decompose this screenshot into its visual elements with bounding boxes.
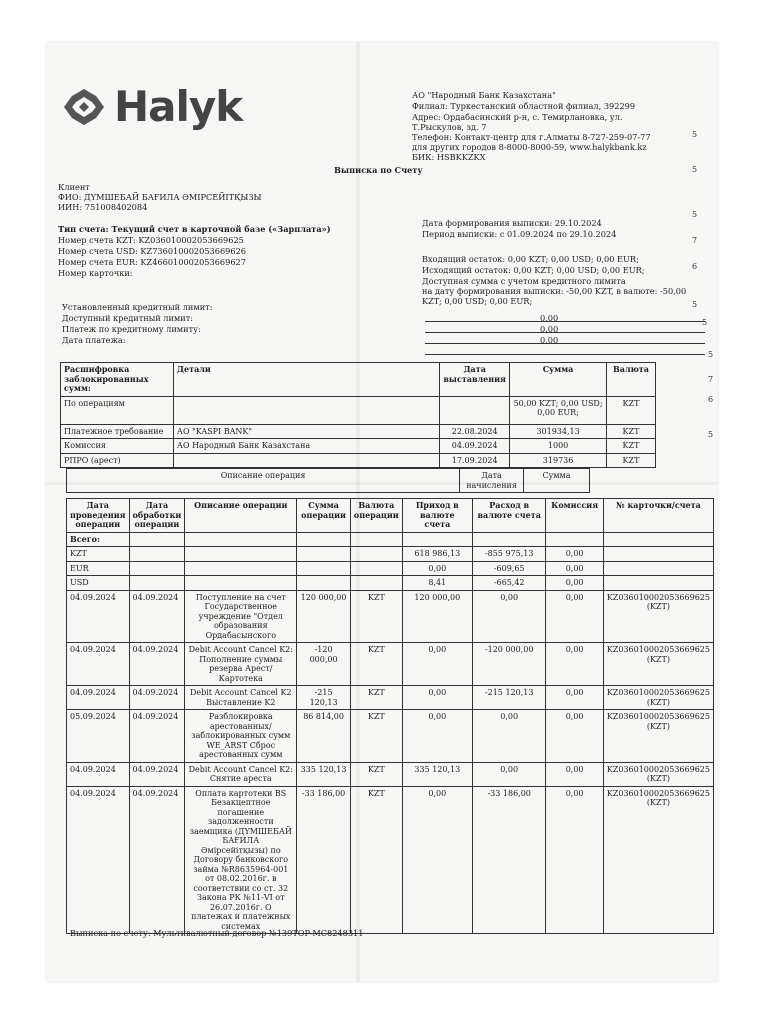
operation-row xyxy=(67,686,714,710)
card-number-label: Номер карточки: xyxy=(58,268,133,278)
table-cell: 0,00 xyxy=(402,561,472,576)
bank-bik: БИК: HSBKKZKX xyxy=(412,152,486,162)
column-header: Комиссия xyxy=(546,499,603,533)
logo-wordmark: Halyk xyxy=(114,82,243,131)
table-cell: KZ036010002053669625 (KZT) xyxy=(603,710,713,763)
column-header: Дата обработки операции xyxy=(129,499,185,533)
account-eur: Номер счета EUR: KZ466010002053669627 xyxy=(58,257,246,267)
rule xyxy=(425,343,705,344)
table-cell: KZ036010002053669625 (KZT) xyxy=(603,643,713,686)
table-cell: По операциям xyxy=(61,396,174,424)
document-title: Выписка по Счету xyxy=(334,165,423,175)
table-cell: 0,00 xyxy=(546,547,603,562)
bank-phone: Телефон: Контакт-центр для г.Алматы 8-727-259-07-77 xyxy=(412,132,651,142)
table-cell: 0,00 xyxy=(546,643,603,686)
account-kzt: Номер счета KZT: KZ036010002053669625 xyxy=(58,235,244,245)
table-cell: KZ036010002053669625 (KZT) xyxy=(603,786,713,934)
table-cell: 0,00 xyxy=(402,710,472,763)
column-header: Описание операции xyxy=(185,499,297,533)
rule xyxy=(425,354,705,355)
totals-row xyxy=(67,576,714,591)
table-cell: 04.09.2024 xyxy=(67,643,130,686)
table-cell xyxy=(440,396,510,424)
table-cell: РПРО (арест) xyxy=(61,453,174,468)
column-header: Дата выставления xyxy=(440,363,510,397)
table-cell: KZ036010002053669625 (KZT) xyxy=(603,590,713,643)
statement-period: Период выписки: с 01.09.2024 по 29.10.2024 xyxy=(422,229,617,239)
table-row xyxy=(61,453,656,468)
table-cell xyxy=(173,453,439,468)
bank-phone-other: для других городов 8-8000-8000-59, www.halykbank.kz xyxy=(412,142,647,152)
credit-payment-label: Платеж по кредитному лимиту: xyxy=(62,324,201,334)
column-header: Сумма операции xyxy=(297,499,351,533)
table-row xyxy=(61,396,656,424)
table-cell: KZT xyxy=(350,786,402,934)
column-header: Валюта xyxy=(606,363,655,397)
table-cell: KZ036010002053669625 (KZT) xyxy=(603,686,713,710)
table-cell: АО Народный Банк Казахстана xyxy=(173,439,439,454)
bank-branch: Филиал: Туркестанский областной филиал, 392299 xyxy=(412,101,636,111)
operation-row xyxy=(67,786,714,934)
rule xyxy=(425,321,705,322)
table-cell: 04.09.2024 xyxy=(129,686,185,710)
table-cell: Комиссия xyxy=(61,439,174,454)
table-cell: Поступление на счет Государственное учреждение "Отдел образования Ордабасынского xyxy=(185,590,297,643)
table-cell: -120 000,00 xyxy=(472,643,546,686)
table-cell: 335 120,13 xyxy=(402,762,472,786)
edge-number: 6 xyxy=(708,395,714,404)
table-cell: EUR xyxy=(67,561,130,576)
table-cell: 04.09.2024 xyxy=(129,590,185,643)
edge-number: 5 xyxy=(692,210,698,219)
table-cell: 04.09.2024 xyxy=(129,786,185,934)
table-cell: -665,42 xyxy=(472,576,546,591)
edge-number: 5 xyxy=(692,130,698,139)
operation-row xyxy=(67,590,714,643)
edge-number: 6 xyxy=(692,262,698,271)
credit-limit-value: 0,00 xyxy=(540,313,559,323)
table-cell: KZ036010002053669625 (KZT) xyxy=(603,762,713,786)
available-amount-line1: Доступная сумма с учетом кредитного лимита xyxy=(422,276,626,286)
credit-date-label: Дата платежа: xyxy=(62,335,126,345)
table-cell: 0,00 xyxy=(546,561,603,576)
table-cell: 0,00 xyxy=(546,590,603,643)
column-header: Описание операция xyxy=(67,469,460,493)
edge-number: 5 xyxy=(692,165,698,174)
column-header: Детали xyxy=(173,363,439,397)
operation-row xyxy=(67,643,714,686)
table-cell: 04.09.2024 xyxy=(129,643,185,686)
bank-address: Адрес: Ордабасинский р-н, с. Темирлановка, ул. Т.Рыскулов, зд. 7 xyxy=(412,112,623,132)
table-cell: Debit Account Cancel K2: Пополнение суммы резерва Арест/Картотека xyxy=(185,643,297,686)
credit-available-value: 0,00 xyxy=(540,324,559,334)
column-header: Расход в валюте счета xyxy=(472,499,546,533)
table-cell: KZT xyxy=(606,453,655,468)
table-cell: Всего: xyxy=(67,532,130,547)
table-header-row xyxy=(61,363,656,397)
rule xyxy=(425,332,705,333)
table-cell: KZT xyxy=(350,643,402,686)
table-cell: 04.09.2024 xyxy=(67,762,130,786)
available-amount-line3: KZT; 0,00 USD; 0,00 EUR; xyxy=(422,296,533,306)
table-cell: 319736 xyxy=(510,453,607,468)
halyk-logo xyxy=(62,82,242,131)
table-cell: 04.09.2024 xyxy=(67,590,130,643)
table-cell: 04.09.2024 xyxy=(67,686,130,710)
table-cell: 120 000,00 xyxy=(297,590,351,643)
available-amount-line2: на дату формирования выписки: -50,00 KZT, в валюте: -50,00 xyxy=(422,286,687,296)
table-cell xyxy=(173,396,439,424)
operation-row xyxy=(67,762,714,786)
table-cell: 04.09.2024 xyxy=(129,762,185,786)
table-cell: KZT xyxy=(350,762,402,786)
table-cell: -609,65 xyxy=(472,561,546,576)
table-cell: 120 000,00 xyxy=(402,590,472,643)
edge-number: 7 xyxy=(708,375,714,384)
table-cell: 50,00 KZT; 0,00 USD; 0,00 EUR; xyxy=(510,396,607,424)
table-cell: 0,00 xyxy=(472,762,546,786)
table-cell: 0,00 xyxy=(546,710,603,763)
table-cell: 0,00 xyxy=(546,576,603,591)
incoming-balance: Входящий остаток: 0,00 KZT; 0,00 USD; 0,00 EUR; xyxy=(422,254,639,264)
table-cell: 0,00 xyxy=(546,786,603,934)
table-cell: -33 186,00 xyxy=(472,786,546,934)
table-cell: 0,00 xyxy=(472,710,546,763)
account-type: Тип счета: Текущий счет в карточной базе («Зарплата») xyxy=(58,224,331,234)
operation-description-header xyxy=(66,468,590,493)
column-header: Дата начисления xyxy=(460,469,524,493)
column-header: Валюта операции xyxy=(350,499,402,533)
table-cell: -33 186,00 xyxy=(297,786,351,934)
table-cell: Оплата картотеки BS Безакцептное погашение задолженности заемщика (ДҮМШЕБАЙ БАҒИЛА Әмірсейітқызы) по Договору банковского займа №R8635964-001 от 08.02.2016г. в соответствии со ст. 32 Закона РК №11-VI от 26.07.2016г. О платежах и платежных системах xyxy=(185,786,297,934)
table-cell: 17.09.2024 xyxy=(440,453,510,468)
edge-number: 5 xyxy=(692,300,698,309)
table-cell: Debit Account Cancel K2: Снятие ареста xyxy=(185,762,297,786)
table-row xyxy=(61,424,656,439)
edge-number: 5 xyxy=(708,430,714,439)
totals-row xyxy=(67,547,714,562)
totals-row xyxy=(67,561,714,576)
table-cell: 86 814,00 xyxy=(297,710,351,763)
table-cell: -215 120,13 xyxy=(472,686,546,710)
table-cell: 301934,13 xyxy=(510,424,607,439)
operation-row xyxy=(67,710,714,763)
edge-number: 7 xyxy=(692,236,698,245)
table-cell: 0,00 xyxy=(402,786,472,934)
table-cell: 04.09.2024 xyxy=(67,786,130,934)
column-header: Расшифровка заблокированных сумм: xyxy=(61,363,174,397)
table-cell: 618 986,13 xyxy=(402,547,472,562)
operations-table xyxy=(66,498,714,934)
column-header: Приход в валюте счета xyxy=(402,499,472,533)
column-header: Дата проведения операции xyxy=(67,499,130,533)
table-cell: KZT xyxy=(350,590,402,643)
table-cell: KZT xyxy=(67,547,130,562)
table-cell: 1000 xyxy=(510,439,607,454)
blocked-sums-table xyxy=(60,362,656,468)
table-cell: Debit Account Cancel K2 Выставление K2 xyxy=(185,686,297,710)
table-header-row xyxy=(67,499,714,533)
statement-footer: Выписка по счету: Мультивалютный договор №139TOP-MC8248311 xyxy=(70,928,364,938)
table-cell: 05.09.2024 xyxy=(67,710,130,763)
table-cell: 0,00 xyxy=(402,686,472,710)
edge-number: 5 xyxy=(702,318,708,327)
table-cell: АО "KASPI BANK" xyxy=(173,424,439,439)
client-fio: ФИО: ДҮМШЕБАЙ БАҒИЛА ӘМІРСЕЙІТҚЫЗЫ xyxy=(58,192,262,202)
table-cell: 8,41 xyxy=(402,576,472,591)
column-header: Сумма xyxy=(524,469,590,493)
client-label: Клиент xyxy=(58,182,90,192)
client-iin: ИИН: 751008402084 xyxy=(58,202,148,212)
outgoing-balance: Исходящий остаток: 0,00 KZT; 0,00 USD; 0,00 EUR; xyxy=(422,265,645,275)
table-cell: KZT xyxy=(350,686,402,710)
table-cell: 335 120,13 xyxy=(297,762,351,786)
table-cell: KZT xyxy=(606,439,655,454)
credit-limit-label: Установленный кредитный лимит: xyxy=(62,302,213,312)
table-cell: Разблокировка арестованных/заблокированных сумм WE_ARST Сброс арестованных сумм xyxy=(185,710,297,763)
table-cell: 0,00 xyxy=(472,590,546,643)
column-header: Сумма xyxy=(510,363,607,397)
table-cell: KZT xyxy=(606,396,655,424)
table-cell: 22.08.2024 xyxy=(440,424,510,439)
table-cell: 04.09.2024 xyxy=(129,710,185,763)
table-cell: -855 975,13 xyxy=(472,547,546,562)
credit-available-label: Доступный кредитный лимит: xyxy=(62,313,194,323)
table-cell: 0,00 xyxy=(546,762,603,786)
table-cell: 0,00 xyxy=(402,643,472,686)
table-cell: 0,00 xyxy=(546,686,603,710)
totals-row xyxy=(67,532,714,547)
table-cell: Платежное требование xyxy=(61,424,174,439)
table-cell: USD xyxy=(67,576,130,591)
table-cell: -120 000,00 xyxy=(297,643,351,686)
account-usd: Номер счета USD: KZ736010002053669626 xyxy=(58,246,246,256)
table-row xyxy=(61,439,656,454)
table-cell: 04.09.2024 xyxy=(440,439,510,454)
halyk-emblem-icon xyxy=(62,87,106,127)
table-cell: KZT xyxy=(606,424,655,439)
table-cell: -215 120,13 xyxy=(297,686,351,710)
formed-date: Дата формирования выписки: 29.10.2024 xyxy=(422,218,602,228)
bank-name: АО "Народный Банк Казахстана" xyxy=(412,90,556,100)
credit-payment-value: 0,00 xyxy=(540,335,559,345)
column-header: № карточки/счета xyxy=(603,499,713,533)
edge-number: 5 xyxy=(708,350,714,359)
table-cell: KZT xyxy=(350,710,402,763)
